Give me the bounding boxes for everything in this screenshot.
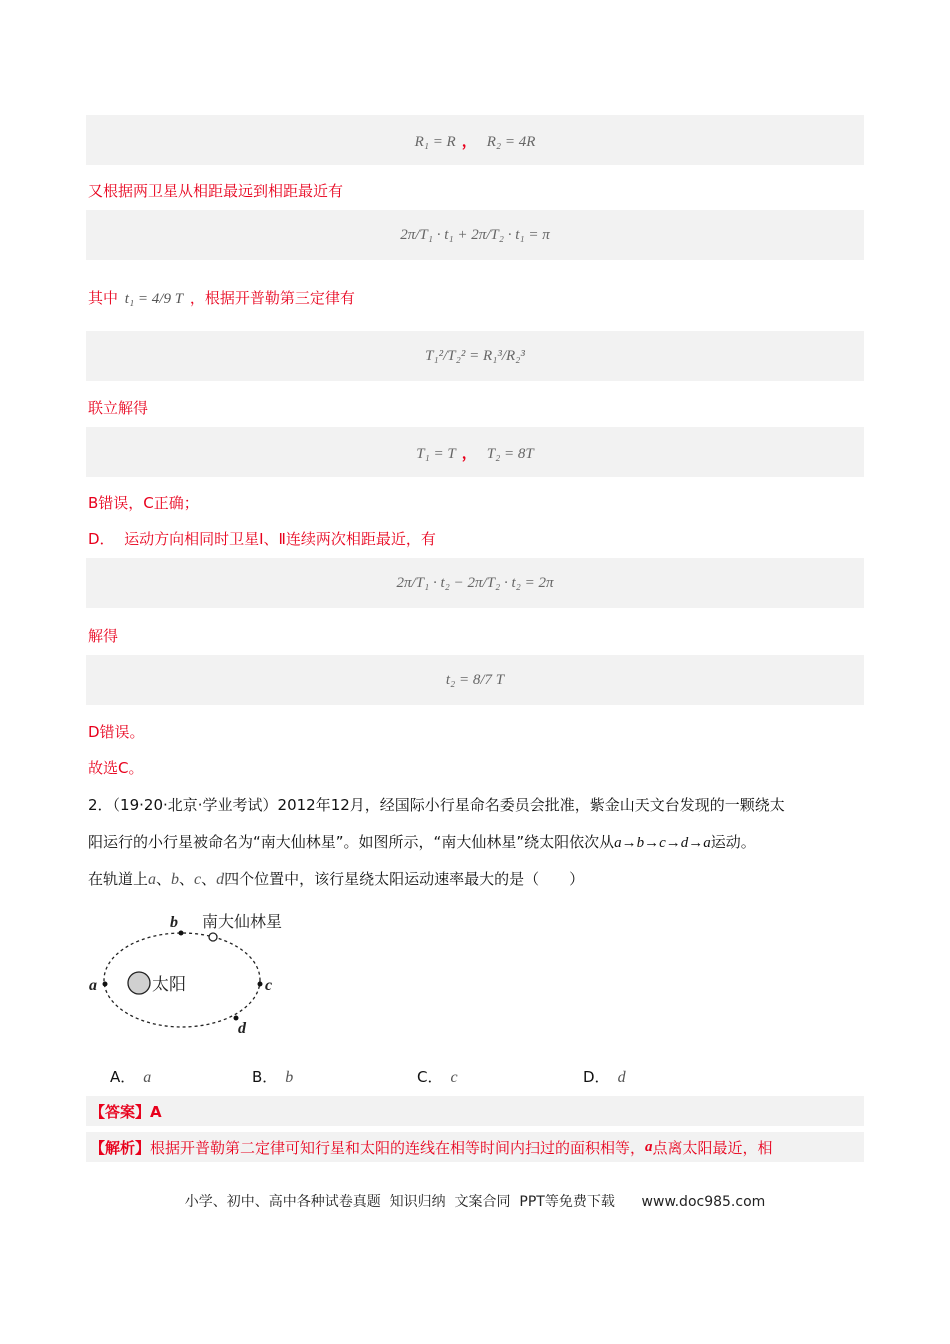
label-d: d (238, 1020, 246, 1037)
line-d-text: 运动方向相同时卫星Ⅰ、Ⅱ连续两次相距最近，有 (124, 530, 436, 548)
point-b (179, 931, 184, 936)
pos-a: a (148, 871, 157, 888)
pos-c: c (194, 871, 202, 888)
option-d[interactable] (583, 1066, 626, 1087)
option-d-value: d (617, 1069, 626, 1086)
formula-d-text: 2π/T₁ · t₂ − 2π/T₂ · t₂ = 2π (396, 574, 554, 591)
question-line-2b: 运动。 (710, 833, 756, 851)
line-farthest: 又根据两卫星从相距最远到相距最近有 (88, 182, 344, 200)
point-a (103, 982, 108, 987)
line-t1 (88, 287, 355, 308)
formula-t1: t₁ = 4/9 T (124, 291, 184, 307)
option-b-label: B． (252, 1068, 278, 1086)
formula-period-solution (86, 427, 864, 477)
label-b: b (170, 914, 178, 931)
line-solve: 联立解得 (88, 399, 149, 417)
sun-circle (128, 972, 150, 994)
comma: ， (461, 443, 477, 462)
line-d-wrong: D错误。 (88, 723, 145, 741)
analysis-var-a: a (645, 1138, 653, 1155)
option-d-label: D． (583, 1068, 610, 1086)
sun-label: 太阳 (152, 975, 186, 995)
line-d-label: D． (88, 530, 115, 548)
option-b-value: b (285, 1069, 294, 1086)
analysis-text-a: 根据开普勒第二定律可知行星和太阳的连线在相等时间内扫过的面积相等， (150, 1138, 646, 1157)
answer-line: 【答案】A (86, 1096, 864, 1126)
question-line-2a: 阳运行的小行星被命名为“南大仙林星”。如图所示，“南大仙林星”绕太阳依次从 (88, 833, 615, 851)
line-bc: B错误，C正确； (88, 494, 199, 512)
option-a[interactable] (110, 1066, 151, 1087)
sep: 、 (156, 870, 172, 888)
question-line-2 (88, 831, 756, 852)
option-c[interactable] (417, 1066, 458, 1087)
line-choose: 故选C。 (88, 759, 144, 777)
pos-d: d (216, 871, 225, 888)
question-path: a→b→c→d→a (614, 835, 711, 851)
formula-r1: R₁ = R (414, 133, 456, 150)
formula-kepler-text: T₁²/T₂² = R₁³/R₂³ (425, 347, 525, 364)
point-c (258, 982, 263, 987)
question-line-3a: 在轨道上 (88, 870, 149, 888)
comma: ， (461, 131, 477, 150)
label-c: c (265, 977, 273, 994)
formula-t2-text: t₂ = 8/7 T (445, 671, 505, 688)
label-a: a (89, 977, 97, 994)
footer: 小学、初中、高中各种试卷真题 知识归纳 文案合同 PPT等免费下载 www.doc985.com (184, 1194, 766, 1210)
line-d (88, 528, 436, 549)
question-line-3b: 四个位置中，该行星绕太阳运动速率最大的是（ ） (224, 870, 585, 888)
line-t1-prefix: 其中 (88, 289, 119, 307)
planet-marker (209, 933, 217, 941)
formula-t1-period: T₁ = T (416, 445, 456, 462)
planet-label: 南大仙林星 (202, 912, 283, 931)
question-line-1: 2．（19·20·北京·学业考试）2012年12月，经国际小行星命名委员会批准，紫金山天文台发现的一颗绕太 (88, 796, 785, 814)
formula-angle-equation (86, 210, 864, 260)
option-b[interactable] (252, 1066, 293, 1087)
line-jiede: 解得 (88, 627, 119, 645)
analysis-text-b: 点离太阳最近，相 (652, 1138, 773, 1157)
line-t1-suffix: ，根据开普勒第三定律有 (189, 289, 355, 307)
formula-t2-value (86, 655, 864, 705)
analysis-label: 【解析】 (90, 1138, 151, 1157)
orbit-diagram (80, 905, 320, 1045)
formula-r-relation (86, 115, 864, 165)
sep: 、 (179, 870, 195, 888)
formula-r2: R₂ = 4R (486, 133, 536, 150)
formula-angle-text: 2π/T₁ · t₁ + 2π/T₂ · t₁ = π (400, 226, 550, 243)
formula-t2-period: T₂ = 8T (486, 445, 534, 462)
formula-d-equation (86, 558, 864, 608)
option-c-label: C． (417, 1068, 443, 1086)
analysis-line (86, 1132, 864, 1162)
formula-kepler-ratio (86, 331, 864, 381)
option-a-label: A． (110, 1068, 136, 1086)
question-line-3 (88, 868, 584, 889)
option-a-value: a (143, 1069, 152, 1086)
option-c-value: c (450, 1069, 458, 1086)
sep: 、 (201, 870, 217, 888)
pos-b: b (171, 871, 180, 888)
